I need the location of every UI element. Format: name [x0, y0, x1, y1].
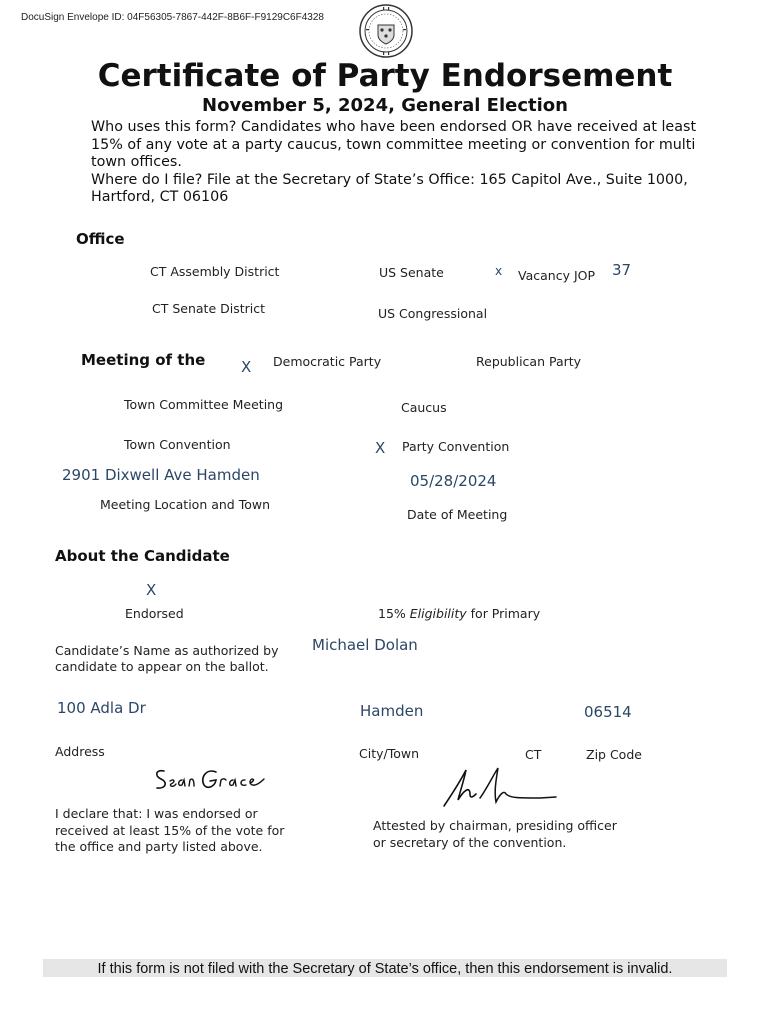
vacancy-jop-value[interactable]: 37 [612, 261, 632, 279]
town-convention-label: Town Convention [124, 437, 231, 452]
intro-text [91, 119, 731, 207]
vacancy-checkmark[interactable]: x [495, 264, 503, 278]
zip-label: Zip Code [586, 747, 642, 762]
meeting-date-value[interactable]: 05/28/2024 [410, 472, 497, 490]
caucus-label: Caucus [401, 400, 447, 415]
endorsed-label: Endorsed [125, 606, 184, 621]
docusign-envelope-id: DocuSign Envelope ID: 04F56305-7867-442F-8B6F-F9129C6F4328 [21, 12, 324, 23]
meeting-date-label: Date of Meeting [407, 507, 508, 522]
candidate-signature[interactable] [152, 764, 268, 794]
chairman-signature[interactable] [440, 764, 560, 810]
state-seal-icon [358, 3, 414, 59]
eligibility-pre: 15% [378, 606, 410, 621]
us-congressional-label: US Congressional [378, 306, 488, 321]
eligibility-emphasis: Eligibility [409, 606, 467, 621]
candidate-name-value[interactable]: Michael Dolan [312, 636, 418, 654]
intro-who: Who uses this form? Candidates who have been endorsed OR have received at least 15% of any vote at a party caucus, town committee meeting or convention for multi town offices. [91, 119, 697, 170]
form-title: Certificate of Party Endorsement [97, 58, 673, 94]
intro-where: Where do I file? File at the Secretary of State’s Office: 165 Capitol Ave., Suite 1000, Hartford, CT 06106 [91, 171, 688, 205]
democratic-checkmark[interactable]: X [241, 358, 252, 376]
candidate-declaration: I declare that: I was endorsed or received at least 15% of the vote for the office and party listed above. [55, 806, 285, 854]
zip-value[interactable]: 06514 [584, 703, 632, 721]
city-label: City/Town [359, 746, 420, 761]
meeting-location-value[interactable]: 2901 Dixwell Ave Hamden [62, 466, 260, 484]
endorsed-checkmark[interactable]: X [146, 581, 157, 599]
attestation-text: Attested by chairman, presiding officer or secretary of the convention. [373, 818, 617, 850]
candidate-name-label-line1: Candidate’s Name as authorized by [55, 643, 279, 658]
eligibility-post: for Primary [466, 606, 541, 621]
republican-party-label: Republican Party [476, 354, 582, 369]
meeting-location-label: Meeting Location and Town [100, 497, 271, 512]
democratic-party-label: Democratic Party [273, 354, 382, 369]
town-committee-label: Town Committee Meeting [124, 397, 284, 412]
vacancy-jop-label: Vacancy JOP [518, 268, 596, 283]
party-convention-checkmark[interactable]: X [375, 439, 386, 457]
address-value[interactable]: 100 Adla Dr [57, 699, 146, 717]
candidate-heading: About the Candidate [55, 547, 230, 565]
form-subtitle: November 5, 2024, General Election [202, 95, 568, 116]
eligibility-label [378, 606, 540, 621]
us-senate-label: US Senate [379, 265, 444, 280]
state-label: CT [525, 747, 542, 762]
city-value[interactable]: Hamden [360, 702, 424, 720]
address-label: Address [55, 744, 105, 759]
party-convention-label: Party Convention [402, 439, 510, 454]
ct-assembly-district-label: CT Assembly District [150, 264, 280, 279]
footer-warning: If this form is not filed with the Secretary of State’s office, then this endorsement is invalid. [43, 959, 727, 977]
meeting-heading: Meeting of the [81, 351, 206, 369]
candidate-name-label-line2: candidate to appear on the ballot. [55, 659, 269, 674]
ct-senate-district-label: CT Senate District [152, 301, 266, 316]
office-heading: Office [76, 230, 125, 248]
